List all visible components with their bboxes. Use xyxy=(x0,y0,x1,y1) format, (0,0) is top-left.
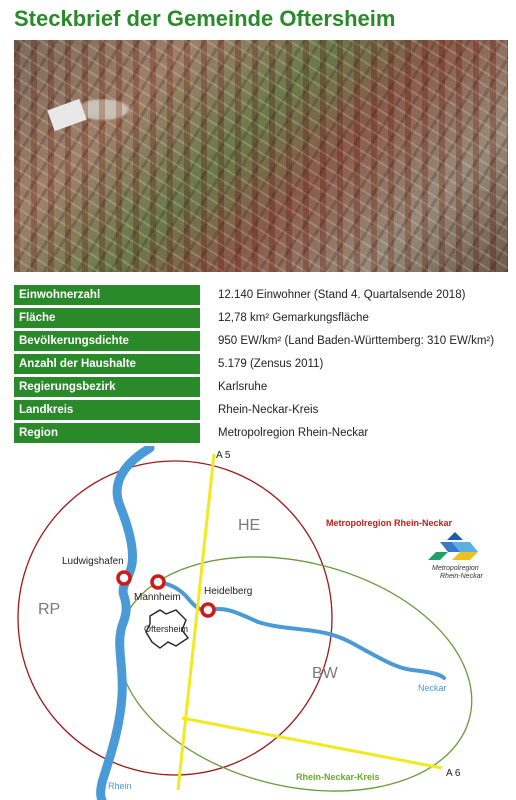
neckar-river xyxy=(158,582,444,678)
label-oftersheim: Oftersheim xyxy=(144,624,189,634)
rhein-neckar-kreis-ellipse xyxy=(93,522,496,800)
region-map xyxy=(0,446,516,800)
table-row xyxy=(14,400,508,420)
label-mannheim: Mannheim xyxy=(134,592,181,603)
label-ludwigshafen: Ludwigshafen xyxy=(62,556,124,567)
fact-value-flaeche: 12,78 km² Gemarkungsfläche xyxy=(218,312,369,324)
label-neckar: Neckar xyxy=(418,683,447,693)
fact-label-flaeche: Fläche xyxy=(14,308,200,328)
facts-table xyxy=(14,282,508,446)
table-row xyxy=(14,285,508,305)
a6-road xyxy=(182,718,442,768)
fact-value-einwohnerzahl: 12.140 Einwohner (Stand 4. Quartalsende 2018) xyxy=(218,289,466,301)
aerial-photo-texture xyxy=(14,40,508,272)
page-title: Steckbrief der Gemeinde Oftersheim xyxy=(14,6,396,31)
fact-value-regierungsbezirk: Karlsruhe xyxy=(218,381,268,393)
fact-label-haushalte: Anzahl der Haushalte xyxy=(14,354,200,374)
region-map-svg xyxy=(0,446,516,800)
label-rhein: Rhein xyxy=(108,781,132,791)
table-row xyxy=(14,331,508,351)
fact-label-einwohnerzahl: Einwohnerzahl xyxy=(14,285,200,305)
fact-label-regierungsbezirk: Regierungsbezirk xyxy=(14,377,200,397)
heidelberg-marker xyxy=(202,604,214,616)
table-row xyxy=(14,377,508,397)
logo-text-line1: Metropolregion xyxy=(432,565,479,572)
mannheim-marker xyxy=(152,576,164,588)
label-a5: A 5 xyxy=(216,450,231,461)
label-state-rp: RP xyxy=(38,601,61,618)
metropolregion-logo xyxy=(428,532,483,580)
fact-value-bevoelkerungsdichte: 950 EW/km² (Land Baden-Württemberg: 310 EW/km²) xyxy=(218,335,495,347)
label-a6: A 6 xyxy=(446,768,461,779)
rhein-river xyxy=(101,448,150,800)
fact-value-region: Metropolregion Rhein-Neckar xyxy=(218,427,369,439)
fact-value-landkreis: Rhein-Neckar-Kreis xyxy=(218,404,319,416)
table-row xyxy=(14,308,508,328)
fact-value-haushalte: 5.179 (Zensus 2011) xyxy=(218,358,324,370)
label-heidelberg: Heidelberg xyxy=(204,586,253,597)
logo-text-line2: Rhein-Neckar xyxy=(440,573,483,580)
aerial-photo xyxy=(14,40,508,272)
fact-label-landkreis: Landkreis xyxy=(14,400,200,420)
label-state-he: HE xyxy=(238,517,261,534)
label-state-bw: BW xyxy=(312,665,338,682)
label-rhein-neckar-kreis: Rhein-Neckar-Kreis xyxy=(296,772,380,782)
fact-label-bevoelkerungsdichte: Bevölkerungsdichte xyxy=(14,331,200,351)
label-metropolregion: Metropolregion Rhein-Neckar xyxy=(326,518,453,528)
ludwigshafen-marker xyxy=(118,572,130,584)
table-row xyxy=(14,423,508,443)
table-row xyxy=(14,354,508,374)
fact-label-region: Region xyxy=(14,423,200,443)
